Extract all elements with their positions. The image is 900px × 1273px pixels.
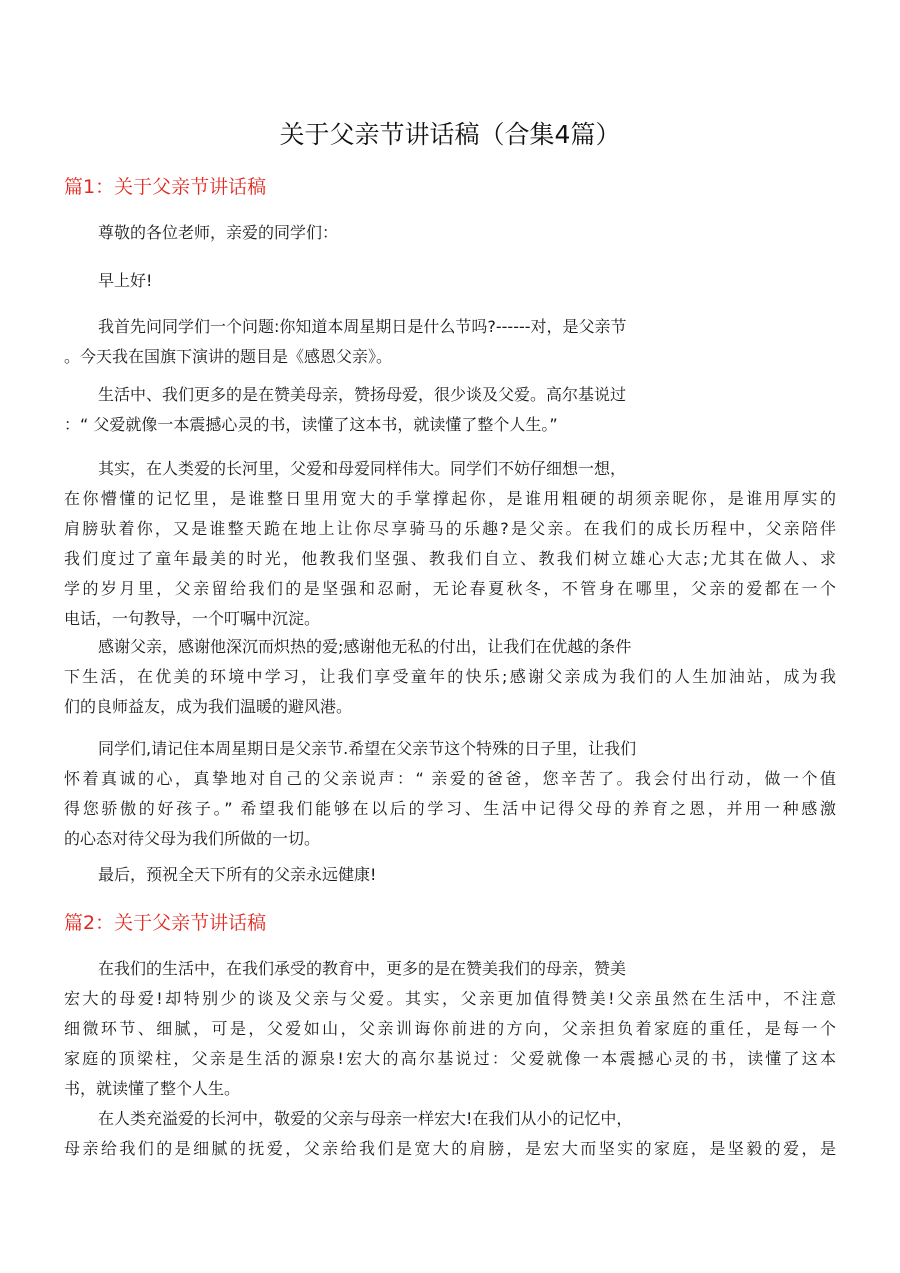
- paragraph: [64, 380, 836, 440]
- paragraph-line: 们的良师益友，成为我们温暖的避风港。: [64, 697, 353, 716]
- paragraph-line: 我首先问同学们一个问题:你知道本周星期日是什么节吗?------对，是父亲节: [98, 317, 627, 336]
- paragraph-line: 早上好!: [98, 271, 153, 290]
- paragraph-line: ：“ 父爱就像一本震撼心灵的书，读懂了这本书，就读懂了整个人生。”: [64, 415, 558, 434]
- paragraph-line: 其实，在人类爱的长河里，父爱和母爱同样伟大。同学们不妨仔细想一想，: [98, 459, 627, 478]
- paragraph-line: 肩膀驮着你，又是谁整天跪在地上让你尽享骑马的乐趣?是父亲。在我们的成长历程中，父亲陪伴: [64, 519, 836, 538]
- paragraph-line: 电话，一句教导，一个叮嘱中沉淀。: [64, 609, 321, 628]
- paragraph: [64, 954, 836, 1104]
- paragraph-line: 下生活，在优美的环境中学习，让我们享受童年的快乐;感谢父亲成为我们的人生加油站，成为我: [64, 667, 836, 686]
- paragraph-line: 家庭的顶梁柱，父亲是生活的源泉!宏大的高尔基说过：父爱就像一本震撼心灵的书，读懂了这本: [64, 1049, 836, 1068]
- paragraph-line: 得您骄傲的好孩子。” 希望我们能够在以后的学习、生活中记得父母的养育之恩，并用一种感激: [64, 799, 836, 818]
- paragraph: [64, 454, 836, 634]
- paragraph-line: 在我们的生活中，在我们承受的教育中，更多的是在赞美我们的母亲，赞美: [98, 959, 627, 978]
- section-heading-1: 篇1：关于父亲节讲话稿: [64, 176, 267, 198]
- paragraph-line: 学的岁月里，父亲留给我们的是坚强和忍耐，无论春夏秋冬，不管身在哪里，父亲的爱都在一个: [64, 579, 836, 598]
- paragraph-line: 怀着真诚的心，真挚地对自己的父亲说声：“ 亲爱的爸爸，您辛苦了。我会付出行动，做一个值: [64, 769, 836, 788]
- paragraph: [64, 860, 836, 890]
- paragraph-line: 最后，预祝全天下所有的父亲永远健康!: [98, 865, 377, 884]
- paragraph-line: 细微环节、细腻，可是，父爱如山，父亲训诲你前进的方向，父亲担负着家庭的重任，是每一个: [64, 1019, 836, 1038]
- section-heading-2: 篇2：关于父亲节讲话稿: [64, 912, 267, 934]
- paragraph-line: 书，就读懂了整个人生。: [64, 1079, 241, 1098]
- paragraph-line: 生活中、我们更多的是在赞美母亲，赞扬母爱，很少谈及父爱。高尔基说过: [98, 385, 627, 404]
- paragraph-line: 我们度过了童年最美的时光，他教我们坚强、教我们自立、教我们树立雄心大志;尤其在做人、求: [64, 549, 836, 568]
- paragraph: [64, 218, 836, 248]
- paragraph-line: 在你懵懂的记忆里，是谁整日里用宽大的手掌撑起你，是谁用粗硬的胡须亲昵你，是谁用厚实的: [64, 489, 836, 508]
- paragraph: [64, 312, 836, 372]
- paragraph-line: 在人类充溢爱的长河中，敬爱的父亲与母亲一样宏大!在我们从小的记忆中，: [98, 1109, 633, 1128]
- paragraph-line: 感谢父亲，感谢他深沉而炽热的爱;感谢他无私的付出，让我们在优越的条件: [98, 637, 632, 656]
- paragraph: [64, 734, 836, 854]
- paragraph-line: 。今天我在国旗下演讲的题目是《感恩父亲》。: [64, 347, 393, 366]
- paragraph-line: 的心态对待父母为我们所做的一切。: [64, 829, 321, 848]
- paragraph-line: 宏大的母爱!却特别少的谈及父亲与父爱。其实，父亲更加值得赞美!父亲虽然在生活中，不注意: [64, 989, 836, 1008]
- paragraph: [64, 1104, 836, 1164]
- document-title: 关于父亲节讲话稿（合集4篇）: [279, 120, 621, 149]
- paragraph: [64, 632, 836, 722]
- paragraph: [64, 266, 836, 296]
- paragraph-line: 同学们,请记住本周星期日是父亲节.希望在父亲节这个特殊的日子里，让我们: [98, 739, 637, 758]
- paragraph-line: 母亲给我们的是细腻的抚爱，父亲给我们是宽大的肩膀，是宏大而坚实的家庭，是坚毅的爱，是: [64, 1139, 836, 1158]
- paragraph-line: 尊敬的各位老师，亲爱的同学们：: [98, 223, 339, 242]
